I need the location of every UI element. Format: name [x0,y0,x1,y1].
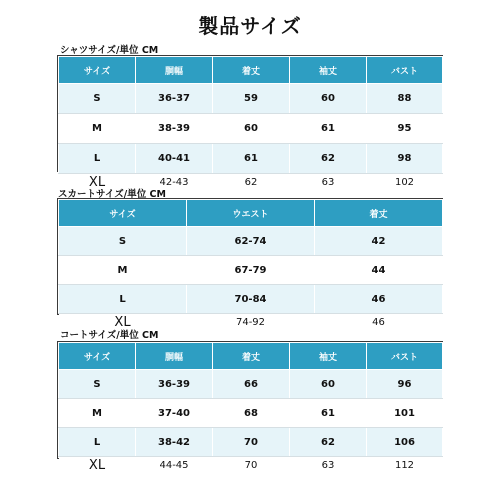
shirt-header-bust: バスト [367,57,443,84]
skirt-caption: スカートサイズ/単位 CM [58,189,166,200]
coat-cell: 106 [367,428,443,457]
shirt-cell: 42-43 [136,174,213,191]
coat-header-bust: バスト [367,343,443,370]
shirt-header-sleeve: 袖丈 [290,57,367,84]
coat-cell: 66 [213,370,290,399]
coat-header-length: 着丈 [213,343,290,370]
coat-row-s [59,370,443,399]
coat-cell: 37-40 [136,399,213,428]
shirt-row-s [59,84,443,114]
shirt-cell: 59 [213,84,290,114]
coat-cell: 63 [290,457,367,474]
shirt-cell: S [59,84,136,114]
skirt-cell: 70-84 [187,285,315,314]
skirt-cell: 44 [315,256,443,285]
shirt-header-row [59,57,443,84]
skirt-cell: 67-79 [187,256,315,285]
coat-cell: 101 [367,399,443,428]
shirt-cell: 61 [213,144,290,174]
shirt-header-length: 着丈 [213,57,290,84]
coat-cell: 70 [213,457,290,474]
coat-cell: 96 [367,370,443,399]
shirt-cell: 63 [290,174,367,191]
coat-row-m [59,399,443,428]
coat-cell: 60 [290,370,367,399]
shirt-header-size: サイズ [59,57,136,84]
coat-row-xl [59,457,443,474]
shirt-row-l [59,144,443,174]
coat-cell: 62 [290,428,367,457]
shirt-cell: 61 [290,114,367,144]
shirt-cell: 60 [290,84,367,114]
shirt-table [58,56,443,190]
shirt-cell: 95 [367,114,443,144]
coat-cell: 44-45 [136,457,213,474]
shirt-row-m [59,114,443,144]
coat-cell: 112 [367,457,443,474]
skirt-cell: 46 [315,314,443,331]
shirt-cell: M [59,114,136,144]
skirt-cell: 46 [315,285,443,314]
coat-table [58,342,443,473]
shirt-caption: シャツサイズ/単位 CM [60,45,159,56]
skirt-header-size: サイズ [59,200,187,227]
coat-row-l [59,428,443,457]
skirt-cell: XL [59,314,187,331]
shirt-header-chest: 胴幅 [136,57,213,84]
skirt-cell: L [59,285,187,314]
skirt-cell: 74-92 [187,314,315,331]
shirt-cell: 98 [367,144,443,174]
shirt-cell: 36-37 [136,84,213,114]
shirt-cell: 40-41 [136,144,213,174]
shirt-cell: 60 [213,114,290,144]
skirt-cell: M [59,256,187,285]
coat-cell: 61 [290,399,367,428]
skirt-cell: 42 [315,227,443,256]
coat-header-chest: 胴幅 [136,343,213,370]
coat-header-row [59,343,443,370]
coat-cell: 70 [213,428,290,457]
shirt-cell: L [59,144,136,174]
shirt-cell: 62 [290,144,367,174]
shirt-cell: 38-39 [136,114,213,144]
coat-cell: S [59,370,136,399]
skirt-row-s [59,227,443,256]
skirt-cell: 62-74 [187,227,315,256]
coat-cell: M [59,399,136,428]
shirt-cell: 102 [367,174,443,191]
coat-caption: コートサイズ/単位 CM [60,330,159,341]
skirt-cell: S [59,227,187,256]
skirt-table [58,199,443,330]
coat-header-size: サイズ [59,343,136,370]
shirt-cell: 88 [367,84,443,114]
skirt-header-waist: ウエスト [187,200,315,227]
coat-header-sleeve: 袖丈 [290,343,367,370]
coat-cell: 68 [213,399,290,428]
skirt-row-m [59,256,443,285]
page-title: 製品サイズ [198,14,302,38]
coat-cell: XL [59,457,136,474]
coat-cell: 36-39 [136,370,213,399]
coat-cell: L [59,428,136,457]
shirt-cell: XL [59,174,136,191]
shirt-cell: 62 [213,174,290,191]
skirt-header-length: 着丈 [315,200,443,227]
skirt-header-row [59,200,443,227]
coat-cell: 38-42 [136,428,213,457]
skirt-row-l [59,285,443,314]
